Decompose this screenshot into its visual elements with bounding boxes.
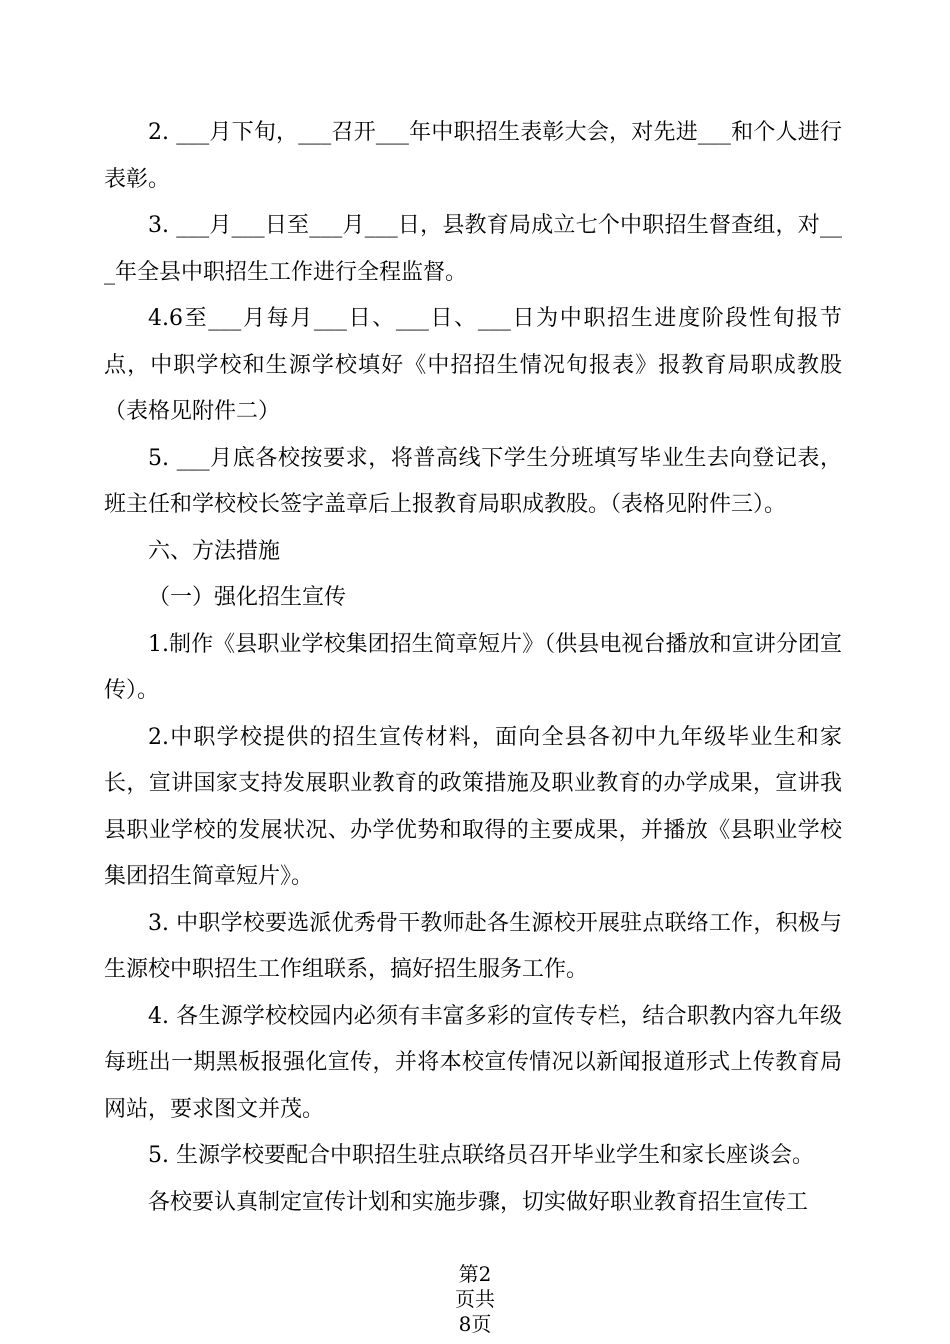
page-number-line-2: 页共 [455,1287,495,1311]
document-body [104,110,842,1226]
measure-item-5: 5. 生源学校要配合中职招生驻点联络员召开毕业学生和家长座谈会。 [148,1143,814,1168]
paragraph-item-4: 4.6至___月每月___日、___日、___日为中职招生进度阶段性旬报节点，中职学校和生源学校填好《中招招生情况旬报表》报教育局职成教股（表格见附件二） [104,306,842,424]
paragraph-item-5: 5. ___月底各校按要求，将普高线下学生分班填写毕业生去向登记表，班主任和学校校长签字盖章后上报教育局职成教股。（表格见附件三）。 [104,445,842,517]
measure-item-3: 3. 中职学校要选派优秀骨干教师赴各生源校开展驻点联络工作，积极与生源校中职招生工作组联系，搞好招生服务工作。 [104,910,842,982]
page-number-line-1: 第2 [458,1262,492,1286]
paragraph-item-2: 2. ___月下旬，___召开___年中职招生表彰大会，对先进___和个人进行表彰。 [104,120,842,192]
page-number-line-3: 8页 [458,1312,492,1336]
page-number-footer [0,1262,950,1337]
subsection-heading-publicity: （一）强化招生宣传 [148,585,347,610]
measure-item-4: 4. 各生源学校校园内必须有丰富多彩的宣传专栏，结合职教内容九年级每班出一期黑板报强化宣传，并将本校宣传情况以新闻报道形式上传教育局网站，要求图文并茂。 [104,1003,842,1122]
paragraph-item-3: 3. ___月___日至___月___日，县教育局成立七个中职招生督查组，对___年全县中职招生工作进行全程监督。 [104,213,842,285]
measure-item-1: 1.制作《县职业学校集团招生简章短片》（供县电视台播放和宣讲分团宣传）。 [104,631,842,703]
measure-item-2: 2.中职学校提供的招生宣传材料，面向全县各初中九年级毕业生和家长，宣讲国家支持发展职业教育的政策措施及职业教育的办学成果，宣讲我县职业学校的发展状况、办学优势和取得的主要成果，并播放《县职业学校集团招生简章短片》。 [104,724,842,889]
closing-paragraph: 各校要认真制定宣传计划和实施步骤，切实做好职业教育招生宣传工 [148,1189,809,1215]
section-heading-methods: 六、方法措施 [148,538,281,564]
